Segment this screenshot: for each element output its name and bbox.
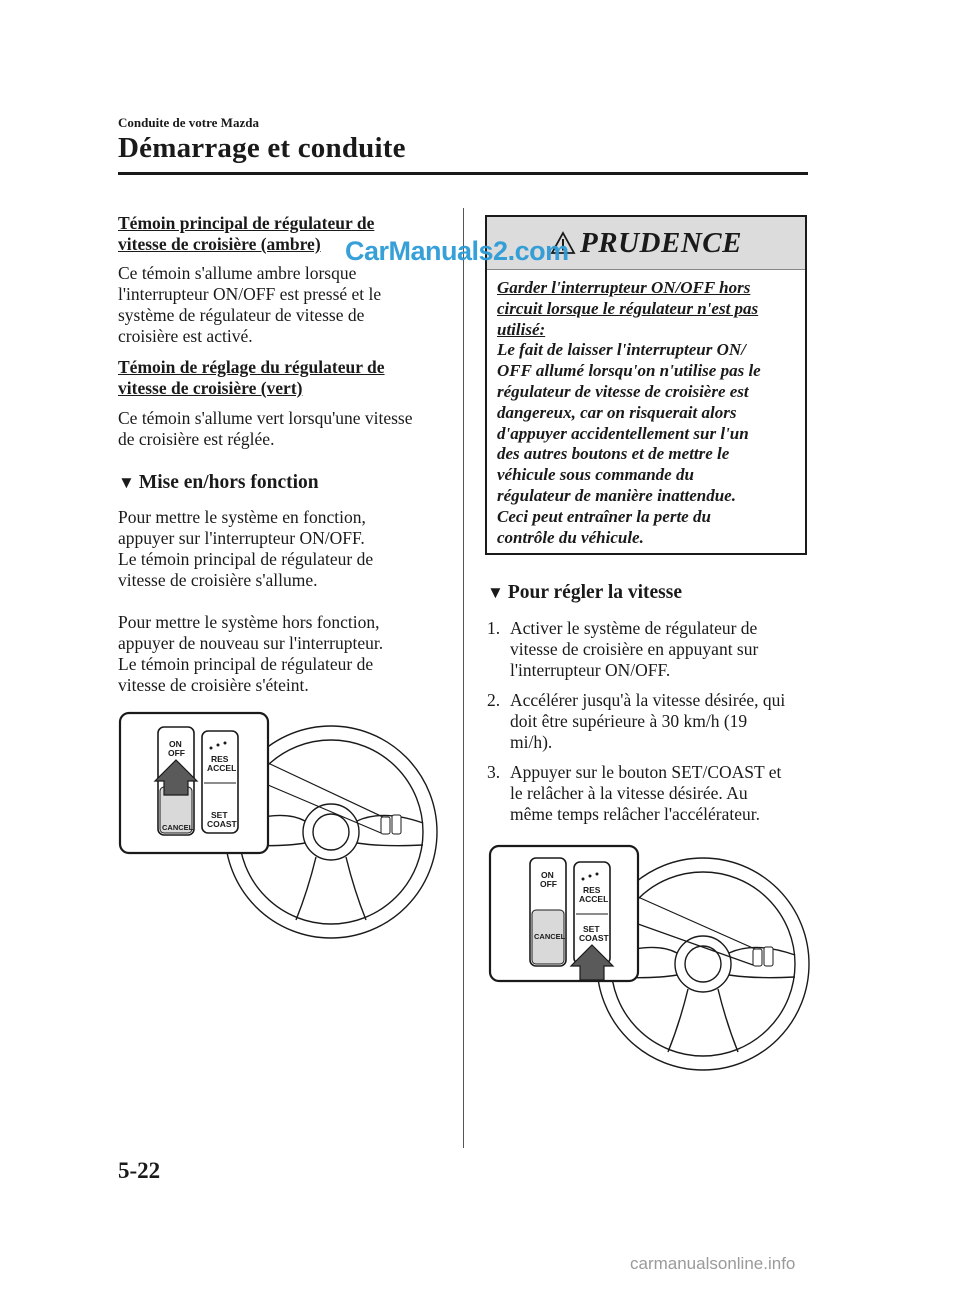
- set-label: SET: [211, 810, 228, 820]
- subheading-line: Témoin de réglage du régulateur de: [118, 357, 385, 377]
- subheading-set-indicator: [118, 357, 448, 399]
- section-heading: ▼ Mise en/hors fonction: [118, 472, 319, 493]
- watermark: CarManuals2.com: [345, 236, 569, 266]
- numbered-list: [487, 618, 807, 825]
- page-number: 5-22: [118, 1158, 161, 1183]
- paragraph: Pour mettre le système hors fonction, appuyer de nouveau sur l'interrupteur. Le témoin principal de régulateur de vitesse de croisière s'éteint.: [118, 612, 384, 695]
- coast-label: COAST: [207, 819, 237, 829]
- list-item: 2. Accélérer jusqu'à la vitesse désirée, qui doit être supérieure à 30 km/h (19 mi/h).: [487, 690, 786, 752]
- off-label: OFF: [168, 748, 185, 758]
- on-label: ON: [541, 870, 554, 880]
- left-column: [118, 213, 448, 696]
- chapter-title: Démarrage et conduite: [118, 132, 406, 164]
- triangle-down-icon: ▼: [118, 473, 135, 492]
- paragraph: Ce témoin s'allume ambre lorsque l'interrupteur ON/OFF est pressé et le système de régulateur de vitesse de croisière est activé.: [118, 263, 382, 346]
- off-label: OFF: [540, 879, 557, 889]
- caution-title: PRUDENCE: [580, 226, 742, 259]
- footer-watermark: carmanualsonline.info: [630, 1254, 796, 1273]
- subheading-line: Témoin principal de régulateur de: [118, 213, 375, 233]
- caution-body: [487, 270, 805, 548]
- caution-text: Le fait de laisser l'interrupteur ON/ OFF allumé lorsqu'on n'utilise pas le régulateur de vitesse de croisière est dangereux, car on risquerait alors d'appuyer accidentellement sur l'un des autres boutons et de mettre le véhicule sous commande du régulateur de manière inattendue. Ceci peut entraîner la perte du contrôle du véhicule.: [497, 340, 761, 547]
- column-divider: [463, 208, 464, 1148]
- list-item: 3. Appuyer sur le bouton SET/COAST et le relâcher à la vitesse désirée. Au même temps relâcher l'accélérateur.: [487, 762, 782, 824]
- caution-lead: Garder l'interrupteur ON/OFF hors circuit lorsque le régulateur n'est pas utilisé:: [497, 278, 759, 339]
- res-label: RES: [583, 885, 601, 895]
- res-label: RES: [211, 754, 229, 764]
- cancel-label: CANCEL: [534, 932, 566, 941]
- accel-label: ACCEL: [579, 894, 609, 904]
- section-title: Conduite de votre Mazda: [118, 115, 259, 130]
- right-column: [487, 581, 807, 825]
- header-rule: [118, 172, 808, 175]
- coast-label: COAST: [579, 933, 609, 943]
- steering-wheel-illustration: [488, 842, 810, 1077]
- cancel-label: CANCEL: [162, 823, 194, 832]
- accel-label: ACCEL: [207, 763, 237, 773]
- steering-wheel-illustration: [118, 705, 448, 940]
- list-item: 1. Activer le système de régulateur de vitesse de croisière en appuyant sur l'interrupteur ON/OFF.: [487, 618, 759, 680]
- subheading-line: vitesse de croisière (vert): [118, 378, 303, 398]
- set-label: SET: [583, 924, 600, 934]
- paragraph: Ce témoin s'allume vert lorsqu'une vitesse de croisière est réglée.: [118, 408, 413, 449]
- section-heading: ▼ Pour régler la vitesse: [487, 582, 683, 603]
- on-label: ON: [169, 739, 182, 749]
- paragraph: Pour mettre le système en fonction, appuyer sur l'interrupteur ON/OFF. Le témoin principal de régulateur de vitesse de croisière s'allume.: [118, 507, 374, 590]
- triangle-down-icon: ▼: [487, 583, 504, 602]
- subheading-line: vitesse de croisière (ambre): [118, 234, 321, 254]
